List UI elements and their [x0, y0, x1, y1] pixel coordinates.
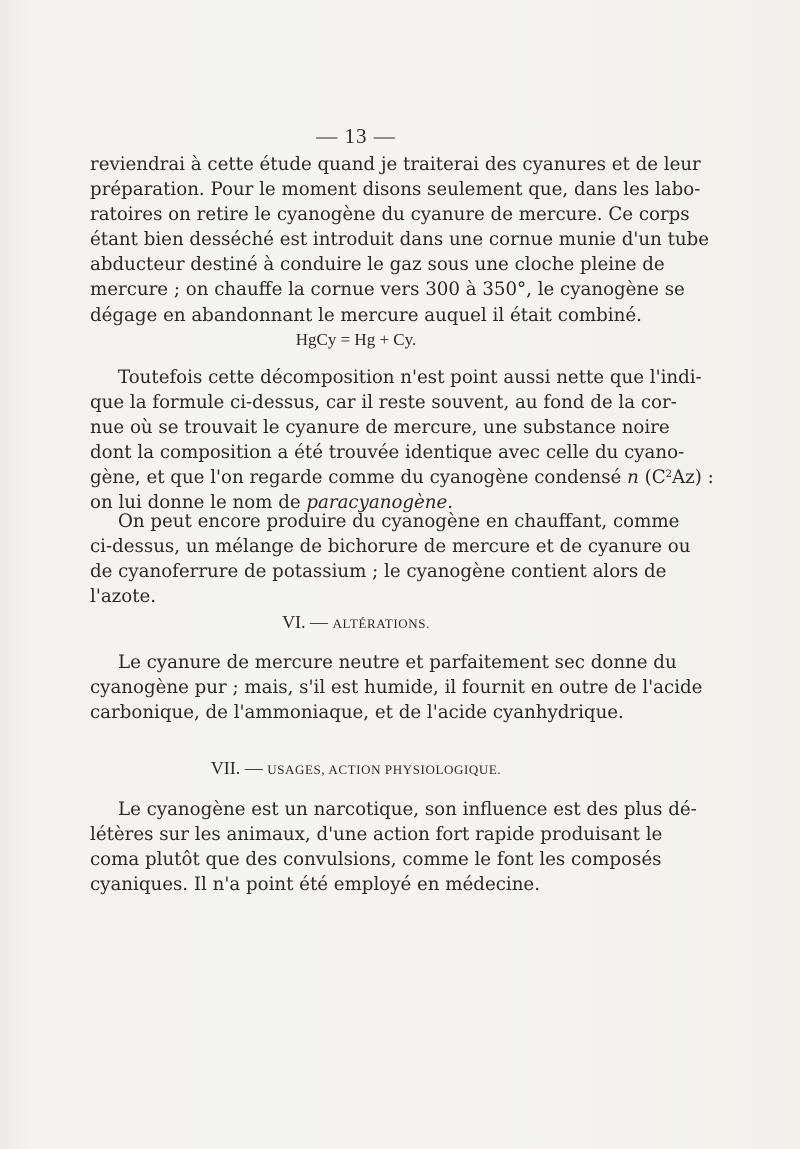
- heading-title: ALTÉRATIONS.: [332, 616, 430, 631]
- formula-prefix: (C: [644, 467, 666, 489]
- page-number: — 13 —: [316, 124, 396, 148]
- section-heading-vi: [0, 612, 712, 633]
- heading-title: USAGES, ACTION PHYSIOLOGIQUE.: [267, 762, 502, 777]
- text-line-with-formula: [90, 465, 714, 490]
- text-line: abducteur destiné à conduire le gaz sous une cloche pleine de: [90, 254, 665, 276]
- paragraph-5: [90, 797, 697, 897]
- text-line: dégage en abandonnant le mercure auquel il était combiné.: [90, 304, 642, 326]
- formula-suffix: Az) :: [672, 467, 714, 489]
- text-line: nue où se trouvait le cyanure de mercure, une substance noire: [90, 417, 670, 439]
- text-line: Le cyanure de mercure neutre et parfaitement sec donne du: [118, 652, 677, 673]
- text-line: de cyanoferrure de potassium ; le cyanogène contient alors de: [90, 561, 667, 583]
- text-line: ci-dessus, un mélange de bichorure de mercure et de cyanure ou: [90, 536, 691, 558]
- text-line: On peut encore produire du cyanogène en chauffant, comme: [118, 511, 680, 532]
- text-line: que la formule ci-dessus, car il reste souvent, au fond de la cor-: [90, 392, 677, 414]
- variable-n: n: [627, 467, 639, 489]
- text-line: l'azote.: [90, 586, 157, 608]
- text-line: carbonique, de l'ammoniaque, et de l'acide cyanhydrique.: [90, 702, 624, 724]
- text-line: étant bien desséché est introduit dans une cornue munie d'un tube: [90, 229, 710, 251]
- text-line: cyanogène pur ; mais, s'il est humide, il fournit en outre de l'acide: [90, 677, 703, 699]
- heading-number: VI. —: [282, 612, 329, 632]
- text-segment: gène, et que l'on regarde comme du cyanogène condensé: [90, 467, 622, 489]
- paragraph-3: [90, 509, 691, 609]
- chemical-formula: HgCy = Hg + Cy.: [295, 330, 417, 349]
- text-line: létères sur les animaux, d'une action fort rapide produisant le: [90, 824, 663, 846]
- text-segment: on lui donne le nom de: [90, 492, 301, 514]
- text-line: mercure ; on chauffe la cornue vers 300 à 350°, le cyanogène se: [90, 279, 685, 301]
- text-line: dont la composition a été trouvée identique avec celle du cyano-: [90, 442, 685, 464]
- formula-segment: [645, 467, 714, 488]
- text-line: Le cyanogène est un narcotique, son influence est des plus dé-: [118, 799, 697, 820]
- text-line: coma plutôt que des convulsions, comme le font les composés: [90, 849, 662, 871]
- paragraph-2: [90, 365, 714, 516]
- text-line: préparation. Pour le moment disons seulement que, dans les labo-: [90, 179, 701, 201]
- paragraph-1: [90, 152, 710, 328]
- formula-superscript: 2: [665, 469, 672, 481]
- italic-term: paracyanogène.: [306, 492, 454, 514]
- section-heading-vii: [0, 758, 712, 779]
- heading-number: VII. —: [210, 758, 263, 778]
- paragraph-4: [90, 650, 703, 725]
- text-line: reviendrai à cette étude quand je traiterai des cyanures et de leur: [90, 154, 701, 175]
- text-line: ratoires on retire le cyanogène du cyanure de mercure. Ce corps: [90, 204, 690, 226]
- text-line: Toutefois cette décomposition n'est point aussi nette que l'indi-: [118, 367, 702, 388]
- text-line: cyaniques. Il n'a point été employé en médecine.: [90, 874, 540, 896]
